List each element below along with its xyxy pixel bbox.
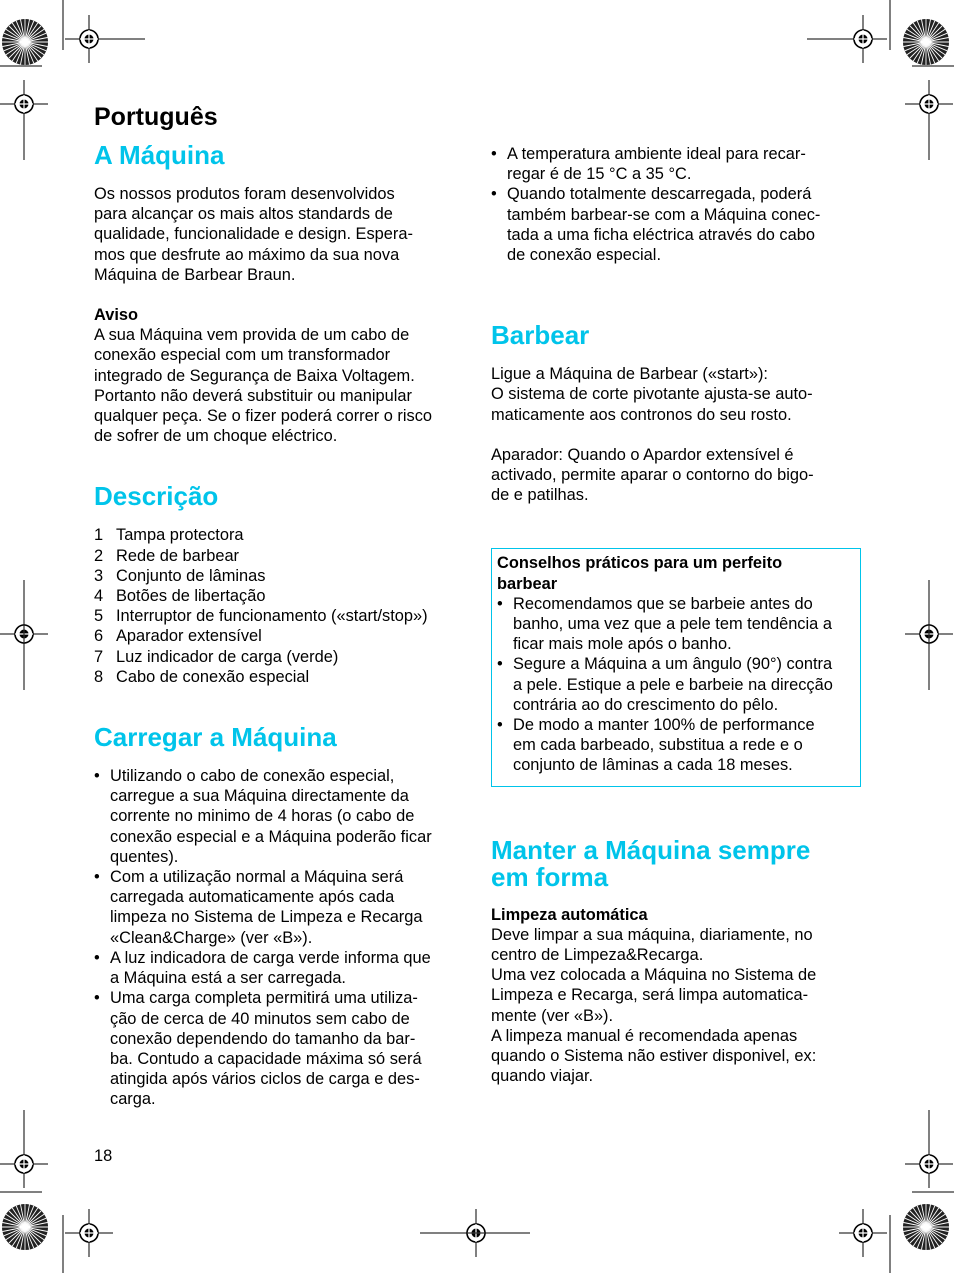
text-line: O sistema de corte pivotante ajusta-se auto- xyxy=(491,385,813,404)
text-line: maticamente aos contronos do seu rosto. xyxy=(491,405,792,424)
text-line: mente (ver «B»). xyxy=(491,1006,614,1025)
charging-list xyxy=(94,766,466,1109)
list-item: 4 Botões de libertação xyxy=(94,587,266,606)
list-item: • Com a utilização normal a Máquina será carregada automaticamente após cada limpeza no Sistema de Limpeza e Recarga «Clean&Charge» (ver «B»). xyxy=(94,867,466,948)
tips-box xyxy=(491,548,861,786)
text-line: qualquer peça. Se o fizer poderá correr o risco xyxy=(94,407,433,426)
text-line: activado, permite aparar o contorno do bigo- xyxy=(491,466,814,485)
text-line: Limpeza e Recarga, será limpa automatica- xyxy=(491,986,809,1005)
text-line: quando o Sistema não estiver disponivel, ex: xyxy=(491,1047,817,1066)
text-line: Uma vez colocada a Máquina no Sistema de xyxy=(491,966,817,985)
list-item: 3 Conjunto de lâminas xyxy=(94,566,266,585)
text-line: de e patilhas. xyxy=(491,486,589,505)
page-language-title: Português xyxy=(94,103,218,131)
text-line: conexão especial com um transformador xyxy=(94,346,391,365)
shaving-heading: Barbear xyxy=(491,320,590,351)
list-item: • Segure a Máquina a um ângulo (90°) contra a pele. Estique a pele e barbeie na direcção contrária ao do crescimento do pêlo. xyxy=(497,654,855,715)
shaving-paragraph xyxy=(491,364,863,425)
list-item: • A temperatura ambiente ideal para recar- regar é de 15 °C a 35 °C. xyxy=(491,144,863,184)
list-item: • De modo a manter 100% de performance em cada barbeado, substitua a rede e o conjunto de lâminas a cada 18 meses. xyxy=(497,715,855,776)
maintain-heading: Manter a Máquina sempre em forma xyxy=(491,834,811,892)
machine-intro xyxy=(94,184,466,285)
tips-title: Conselhos práticos para um perfeito xyxy=(497,554,783,573)
charging-list-continued xyxy=(491,144,863,265)
list-item: • Utilizando o cabo de conexão especial, carregue a sua Máquina directamente da corrente no minimo de 4 horas (o cabo de conexão especial e a Máquina poderão ficar quentes). xyxy=(94,766,466,867)
list-item: 2 Rede de barbear xyxy=(94,546,240,565)
trimmer-paragraph xyxy=(491,445,863,506)
text-line: Aparador: Quando o Apardor extensível é xyxy=(491,445,794,464)
list-item: • A luz indicadora de carga verde informa que a Máquina está a ser carregada. xyxy=(94,948,466,988)
charging-heading: Carregar a Máquina xyxy=(94,722,337,753)
text-line: mos que desfrute ao máximo da sua nova xyxy=(94,245,400,264)
text-line: Máquina de Barbear Braun. xyxy=(94,265,296,284)
text-line: A limpeza manual é recomendada apenas xyxy=(491,1026,798,1045)
list-item: 7 Luz indicador de carga (verde) xyxy=(94,647,339,666)
list-item: 5 Interruptor de funcionamento («start/stop») xyxy=(94,607,428,626)
left-column xyxy=(94,142,466,1110)
tips-list xyxy=(497,594,855,776)
right-column xyxy=(491,144,863,1087)
text-line: de sofrer de um choque eléctrico. xyxy=(94,427,338,446)
page-number: 18 xyxy=(94,1147,113,1165)
tips-title: barbear xyxy=(497,574,558,593)
text-line: quando viajar. xyxy=(491,1067,594,1086)
warning-block xyxy=(94,305,466,446)
text-line: Os nossos produtos foram desenvolvidos xyxy=(94,185,395,203)
text-line: integrado de Segurança de Baixa Voltagem. xyxy=(94,366,415,385)
text-line: qualidade, funcionalidade e design. Espera- xyxy=(94,225,413,244)
text-line: Portanto não deverá substituir ou manipular xyxy=(94,386,412,405)
list-item: 8 Cabo de conexão especial xyxy=(94,667,310,686)
list-item: • Uma carga completa permitirá uma utiliza- ção de cerca de 40 minutos sem cabo de conexão dependendo do tamanho da bar- ba. Contudo a capacidade máxima só será atingida após vários ciclos de carga e des- carga. xyxy=(94,988,466,1109)
auto-cleaning-subheading: Limpeza automática xyxy=(491,905,648,924)
text-line: Ligue a Máquina de Barbear («start»): xyxy=(491,365,768,384)
text-line: A sua Máquina vem provida de um cabo de xyxy=(94,326,410,345)
text-line: centro de Limpeza&Recarga. xyxy=(491,946,704,965)
machine-heading: A Máquina xyxy=(94,140,225,170)
auto-cleaning-block xyxy=(491,905,863,1087)
parts-list xyxy=(94,525,466,687)
description-heading: Descrição xyxy=(94,481,219,512)
warning-label: Aviso xyxy=(94,306,139,325)
list-item: • Quando totalmente descarregada, poderá também barbear-se com a Máquina conec- tada a uma ficha eléctrica através do cabo de conexão especial. xyxy=(491,184,863,265)
list-item: 6 Aparador extensível xyxy=(94,627,262,646)
list-item: • Recomendamos que se barbeie antes do banho, uma vez que a pele tem tendência a ficar mais mole após o banho. xyxy=(497,594,855,655)
list-item: 1 Tampa protectora xyxy=(94,526,244,545)
text-line: para alcançar os mais altos standards de xyxy=(94,205,393,224)
text-line: Deve limpar a sua máquina, diariamente, no xyxy=(491,925,813,944)
